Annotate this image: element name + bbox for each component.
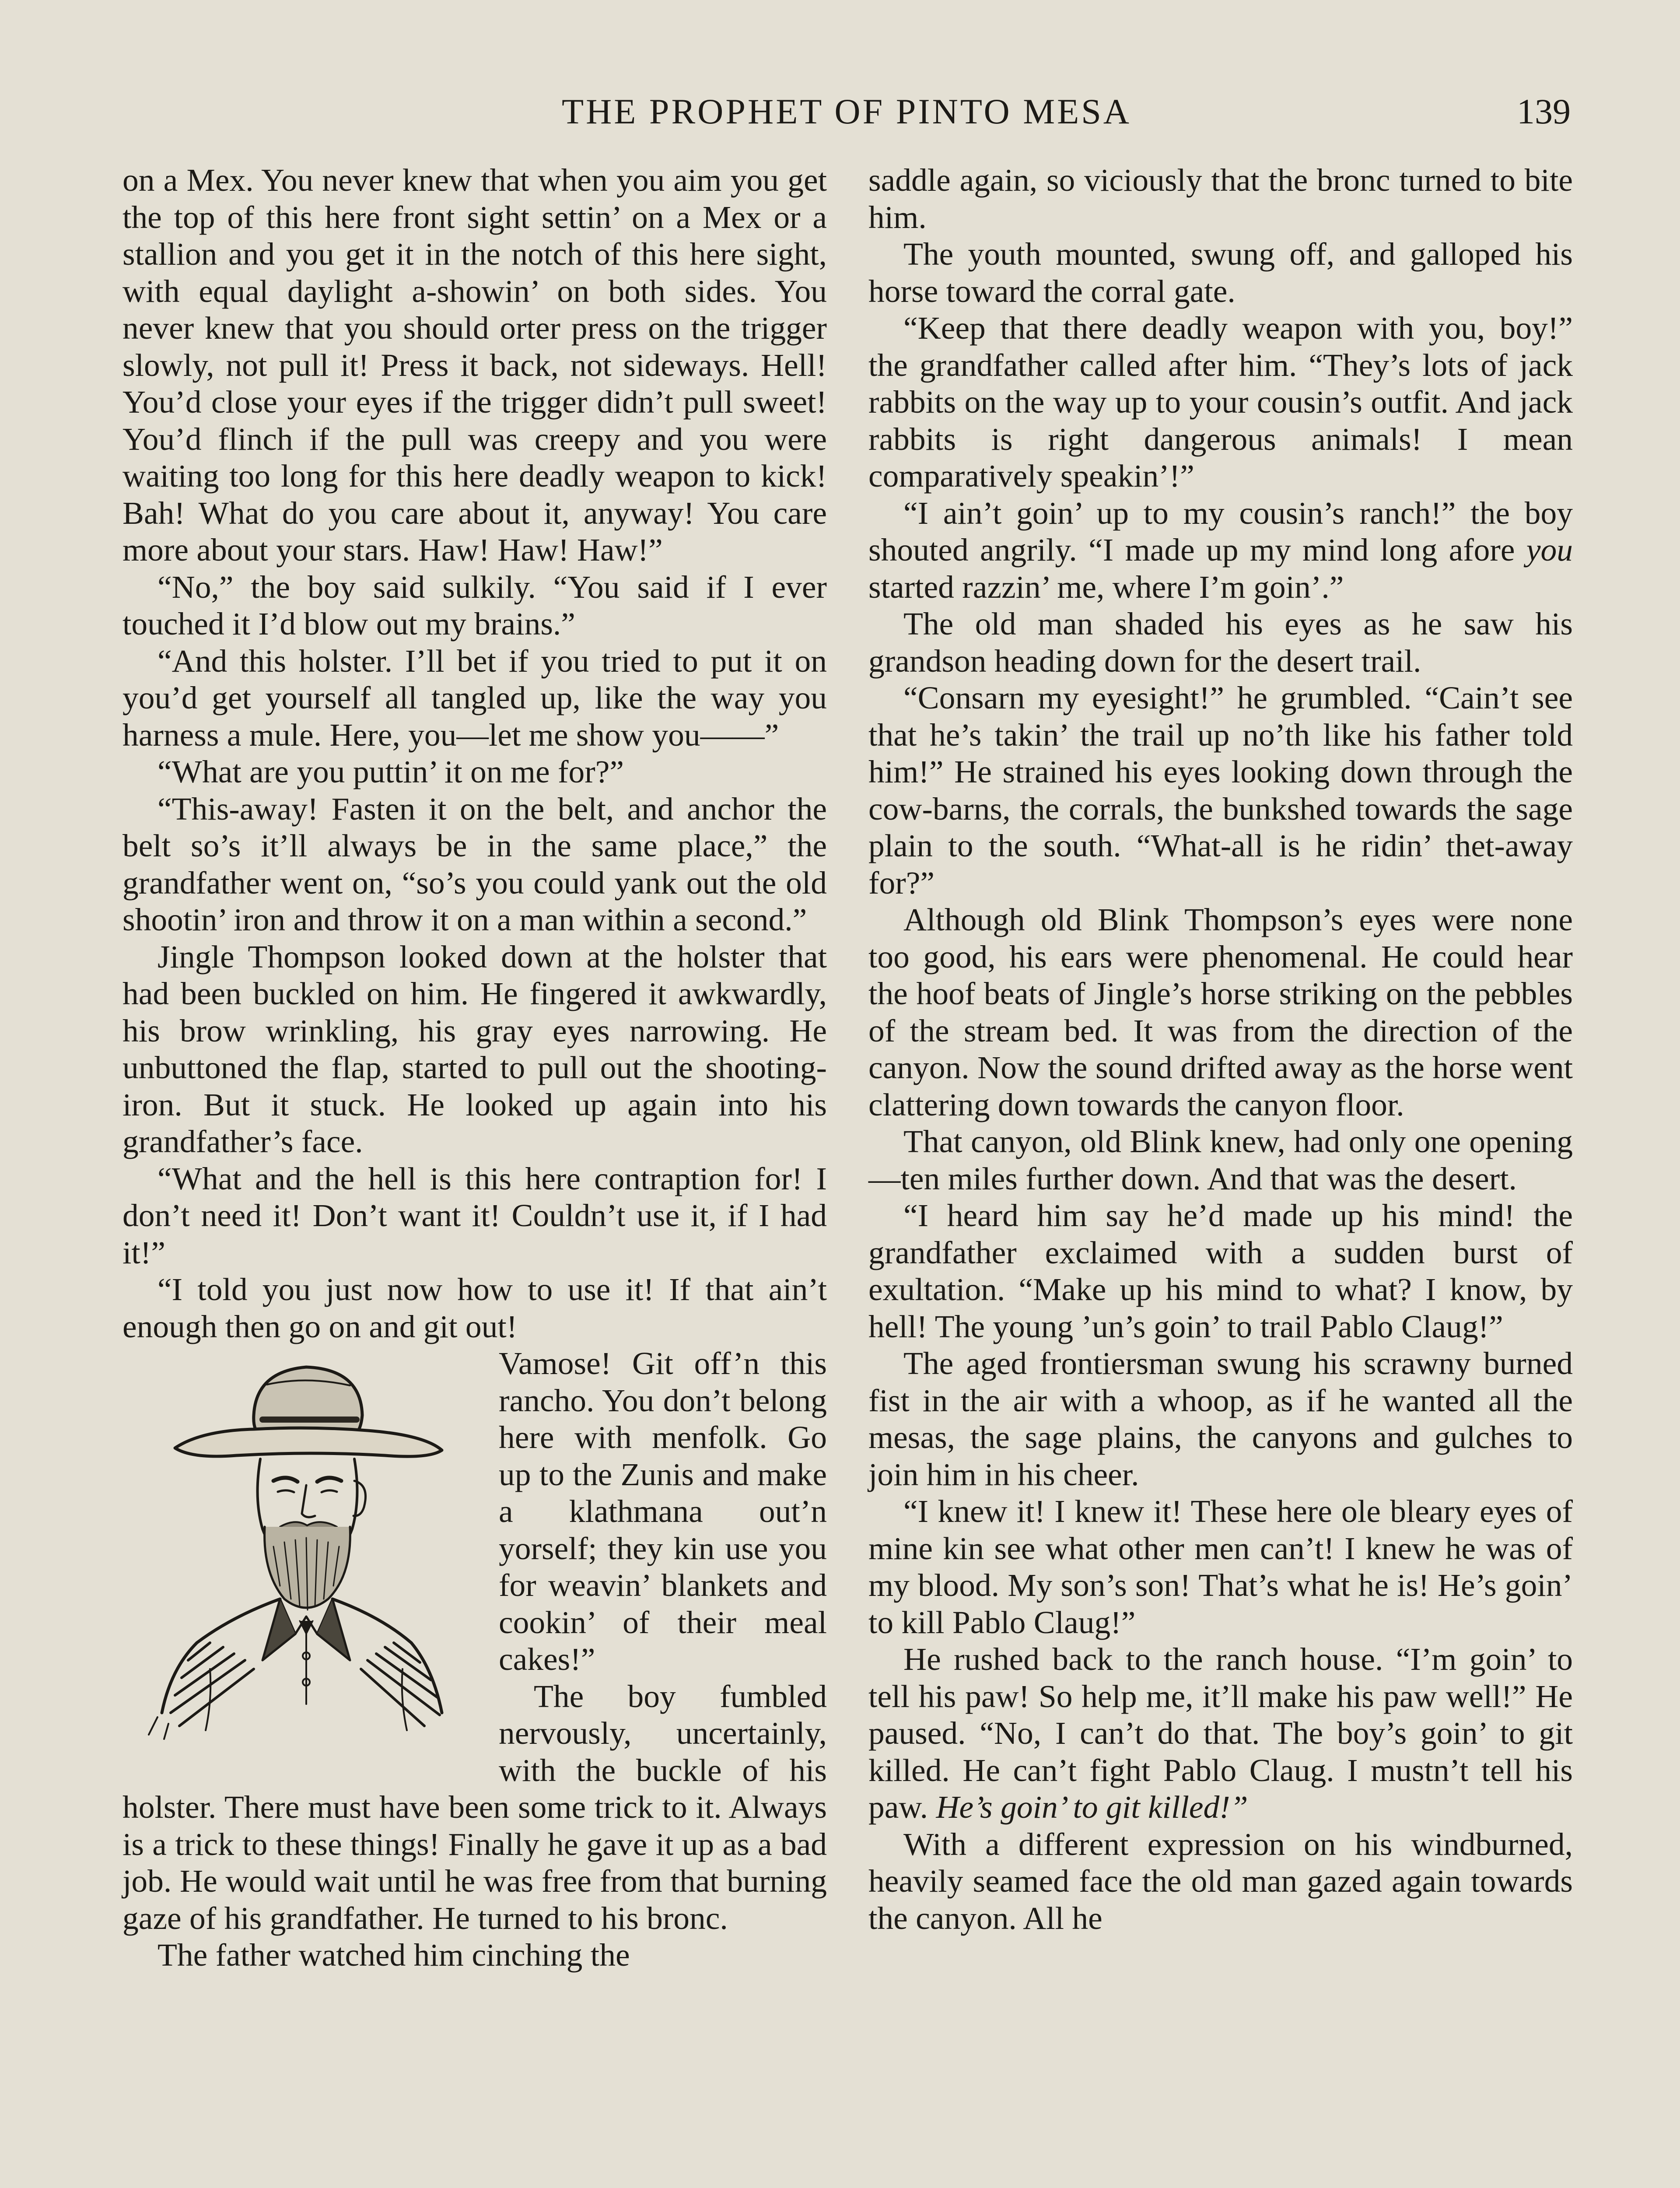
paragraph: The father watched him cinching the bbox=[158, 1937, 630, 1973]
right-column bbox=[868, 162, 1573, 1937]
running-title: THE PROPHET OF PINTO MESA bbox=[561, 91, 1132, 131]
paragraph: “And this holster. I’ll bet if you tried to put it on you’d get yourself all tangled up, like the way you harness a mule. Here, you—let me show you——” bbox=[122, 643, 827, 753]
italic-text: He’s goin’ to git killed!” bbox=[936, 1789, 1248, 1825]
paragraph: on a Mex. You never knew that when you aim you get the top of this here front sight settin’ on a Mex or a stallion and you get it in the notch of this here sight, with equal daylight a-showin’ on both sides. You never knew that you should orter press on the trigger slowly, not pull it! Press it back, not sideways. Hell! You’d close your eyes if the trigger didn’t pull sweet! You’d flinch if the pull was creepy and you were waiting too long for this here deadly weapon to kick! Bah! What do you care about it, anyway! You care more about your stars. Haw! Haw! Haw!” bbox=[122, 162, 827, 568]
paragraph: saddle again, so viciously that the bronc turned to bite him. bbox=[868, 162, 1573, 235]
paragraph: The old man shaded his eyes as he saw his grandson heading down for the desert trail. bbox=[868, 606, 1573, 679]
paragraph: The youth mounted, swung off, and galloped his horse toward the corral gate. bbox=[868, 236, 1573, 309]
text-run: “I ain’t goin’ up to my cousin’s ranch!” the boy shouted angrily. “I made up my mind long afore bbox=[868, 495, 1573, 568]
paragraph: “I heard him say he’d made up his mind! the grandfather exclaimed with a sudden burst of exultation. “Make up his mind to what? I know, by hell! The young ’un’s goin’ to trail Pablo Claug!” bbox=[868, 1198, 1573, 1344]
old-man-portrait-illustration bbox=[122, 1354, 481, 1781]
paragraph: Jingle Thompson looked down at the holster that had been buckled on him. He fingered it awkwardly, his brow wrinkling, his gray eyes narrowing. He unbuttoned the flap, started to pull out the shooting-iron. But it stuck. He looked up again into his grandfather’s face. bbox=[122, 939, 827, 1159]
paragraph: “This-away! Fasten it on the belt, and anchor the belt so’s it’ll always be in the same place,” the grandfather went on, “so’s you could yank out the old shootin’ iron and throw it on a man within a second.” bbox=[122, 791, 827, 937]
paragraph: The aged frontiersman swung his scrawny burned fist in the air with a whoop, as if he wanted all the mesas, the sage plains, the canyons and gulches to join him in his cheer. bbox=[868, 1346, 1573, 1492]
left-column bbox=[122, 162, 827, 1974]
paragraph: Although old Blink Thompson’s eyes were none too good, his ears were phenomenal. He could hear the hoof beats of Jingle’s horse striking on the pebbles of the stream bed. It was from the direction of the canyon. Now the sound drifted away as the horse went clattering down towards the canyon floor. bbox=[868, 902, 1573, 1122]
paragraph: That canyon, old Blink knew, had only one opening—ten miles further down. And that was the desert. bbox=[868, 1124, 1573, 1196]
paragraph: “I knew it! I knew it! These here ole bleary eyes of mine kin see what other men can’t! I knew he was of my blood. My son’s son! That’s what he is! He’s goin’ to kill Pablo Claug!” bbox=[868, 1494, 1573, 1640]
page-number: 139 bbox=[1517, 91, 1571, 131]
paragraph: The boy fumbled nervously, uncertainly, with the buckle of his holster. There must have been some trick to it. Always is a trick to these things! Finally he gave it up as a bad job. He would wait until he was free from that burning gaze of his grandfather. He turned to his bronc. bbox=[122, 1678, 827, 1936]
paragraph bbox=[868, 1641, 1573, 1826]
paragraph: “Consarn my eyesight!” he grumbled. “Cain’t see that he’s takin’ the trail up no’th like his father told him!” He strained his eyes looking down through the cow-barns, the corrals, the bunkshed towards the sage plain to the south. “What-all is he ridin’ thet-away for?” bbox=[868, 680, 1573, 901]
paragraph: Vamose! Git off’n this rancho. You don’t belong here with menfolk. Go up to the Zunis and make a klathmana out’n yorself; they kin use you for weavin’ blankets and cookin’ of their meal cakes!” bbox=[499, 1346, 827, 1677]
paragraph: “What and the hell is this here contraption for! I don’t need it! Don’t want it! Couldn’t use it, if I had it!” bbox=[122, 1161, 827, 1270]
paragraph: “No,” the boy said sulkily. “You said if I ever touched it I’d blow out my brains.” bbox=[122, 569, 827, 642]
paragraph: “Keep that there deadly weapon with you, boy!” the grandfather called after him. “They’s lots of jack rabbits on the way up to your cousin’s outfit. And jack rabbits is right dangerous animals! I mean comparatively speakin’!” bbox=[868, 310, 1573, 494]
italic-text: you bbox=[1526, 532, 1573, 568]
paragraph: With a different expression on his windburned, heavily seamed face the old man gazed again towards the canyon. All he bbox=[868, 1826, 1573, 1936]
paragraph bbox=[868, 495, 1573, 606]
paragraph: “What are you puttin’ it on me for?” bbox=[158, 754, 624, 789]
page-header bbox=[122, 91, 1571, 139]
text-run: He rushed back to the ranch house. “I’m goin’ to tell his paw! So help me, it’ll make his paw well!” He paused. “No, I can’t do that. The boy’s goin’ to git killed. He can’t fight Pablo Claug. I mustn’t tell his paw. bbox=[868, 1641, 1573, 1825]
portrait-drawing bbox=[122, 1354, 481, 1781]
text-run: started razzin’ me, where I’m goin’.” bbox=[868, 569, 1344, 605]
paragraph: “I told you just now how to use it! If that ain’t enough then go on and git out! bbox=[122, 1272, 827, 1344]
